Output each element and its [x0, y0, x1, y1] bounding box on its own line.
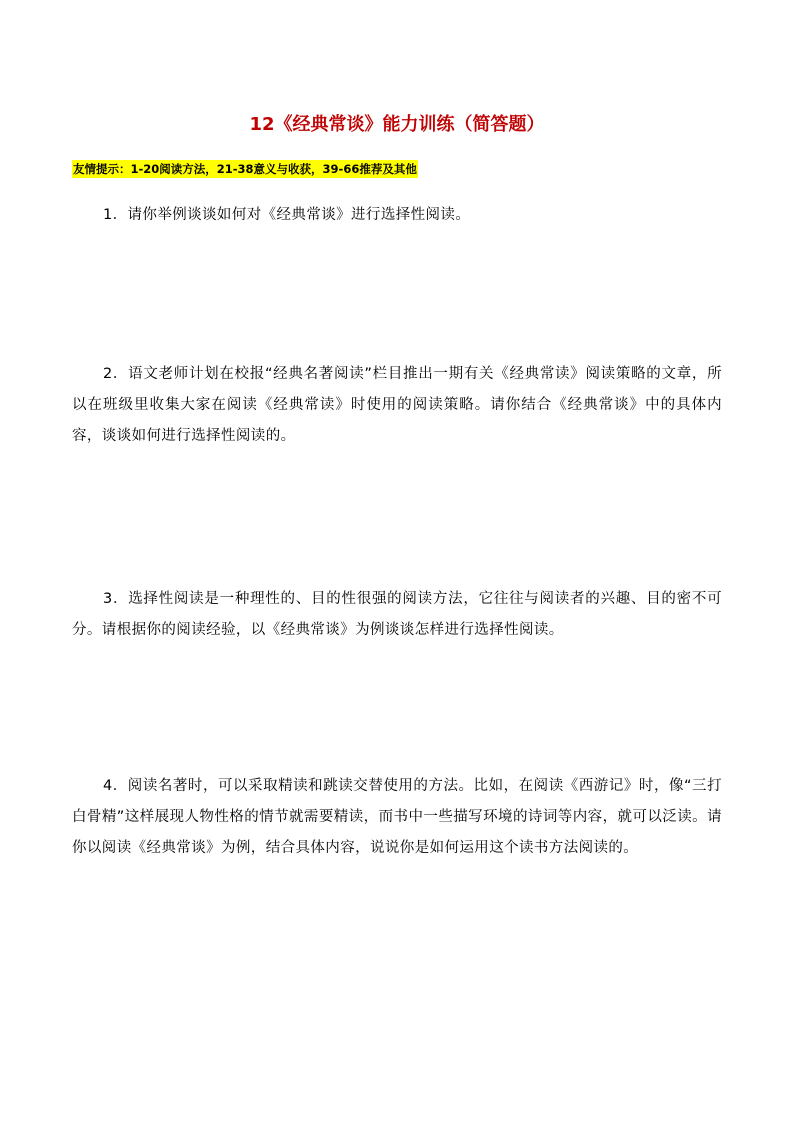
- question-2: 2．语文老师计划在校报“经典名著阅读”栏目推出一期有关《经典常读》阅读策略的文章，所以在班级里收集大家在阅读《经典常读》时使用的阅读策略。请你结合《经典常谈》中的具体内容，谈谈如何进行选择性阅读的。: [72, 366, 722, 444]
- question-1: 1．请你举例谈谈如何对《经典常谈》进行选择性阅读。: [103, 207, 471, 223]
- document-title: 12《经典常谈》能力训练（简答题）: [249, 114, 545, 135]
- question-3: 3．选择性阅读是一种理性的、目的性很强的阅读方法，它往往与阅读者的兴趣、目的密不可分。请根据你的阅读经验，以《经典常谈》为例谈谈怎样进行选择性阅读。: [72, 591, 722, 638]
- hint-banner: 友情提示：1-20阅读方法，21-38意义与收获，39-66推荐及其他: [73, 162, 417, 176]
- question-4: 4．阅读名著时，可以采取精读和跳读交替使用的方法。比如，在阅读《西游记》时，像“三打白骨精”这样展现人物性格的情节就需要精读，而书中一些描写环境的诗词等内容，就可以泛读。请你以阅读《经典常谈》为例，结合具体内容，说说你是如何运用这个读书方法阅读的。: [72, 778, 722, 856]
